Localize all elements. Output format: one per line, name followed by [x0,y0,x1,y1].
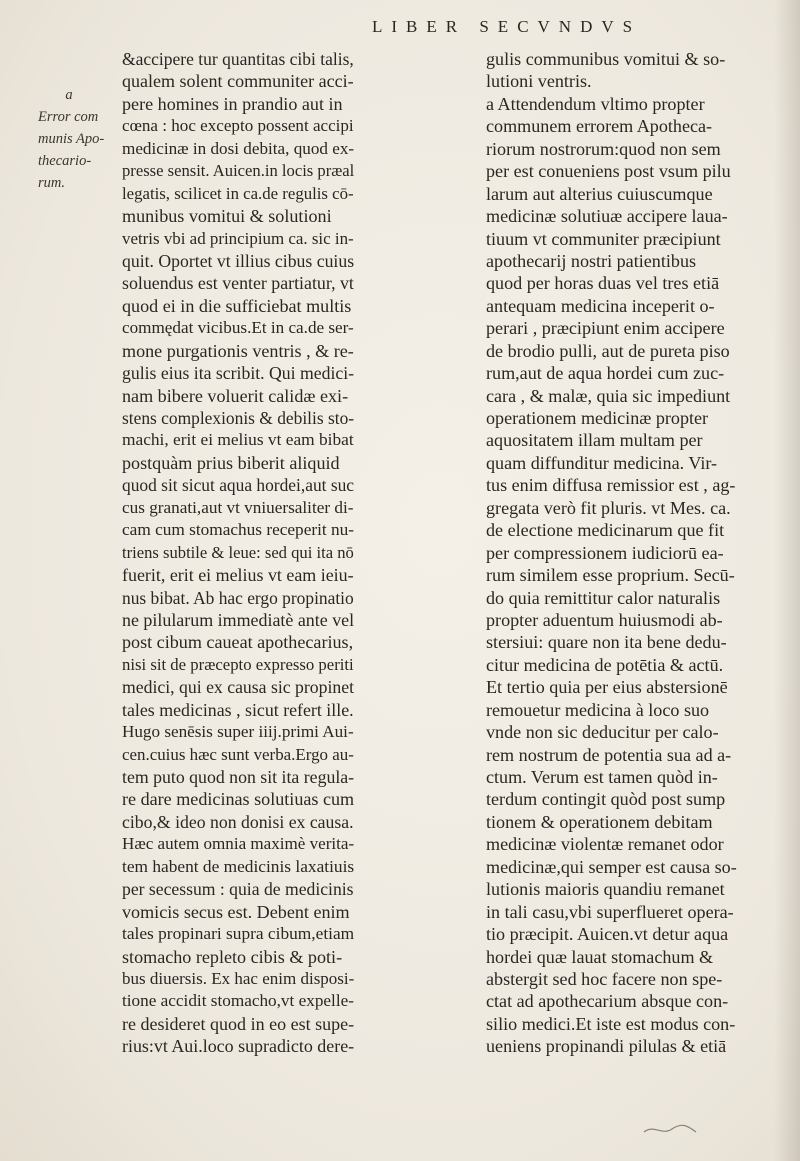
text-line: nam bibere voluerit calidæ exi- [122,385,349,406]
text-line: munibus vomitui & solutioni [122,206,332,227]
ink-flourish [640,1120,700,1140]
margin-note-line: thecario- [38,153,92,169]
text-line: &accipere tur quantitas cibi talis, [122,49,354,69]
text-line: propter aduentum huiusmodi ab- [486,609,723,630]
text-line: re desideret quod in eo est supe- [122,1013,354,1034]
margin-note-line: munis Apo- [38,131,105,147]
text-line: communem errorem Apotheca- [486,116,713,137]
left-text-column [122,48,354,1058]
text-line: vnde non sic deducitur per calo- [486,722,719,743]
text-line: nisi sit de præcepto expresso periti [122,654,354,674]
text-line: fuerit, erit ei melius vt eam ieiu- [122,565,354,586]
text-line: aquositatem illam multam per [486,430,703,451]
text-line: rem nostrum de potentia sua ad a- [486,744,732,765]
text-line: Hæc autem omnia maximè verita- [122,834,354,854]
text-line: commędat vicibus.Et in ca.de ser- [122,318,354,338]
text-line: post cibum caueat apothecarius, [122,632,354,653]
text-line: stersiui: quare non ita bene dedu- [486,632,727,653]
text-line: vetris vbi ad principium ca. sic in- [122,228,354,248]
margin-note-marker: a [65,87,73,103]
text-line: postquàm prius biberit aliquid [122,452,340,473]
text-line: lutionis maioris quandiu remanet [486,879,725,900]
text-line: legatis, scilicet in ca.de regulis cō- [122,183,354,203]
text-line: de brodio pulli, aut de pureta piso [486,340,730,361]
text-line: do quia remittitur calor naturalis [486,587,721,608]
text-line: quit. Oportet vt illius cibus cuius [122,250,354,271]
text-line: perari , præcipiunt enim accipere [486,318,725,339]
text-line: per est conueniens post vsum pilu [486,161,731,182]
text-line: quod per horas duas vel tres etiā [486,273,720,294]
text-line: gulis eius ita scribit. Qui medici- [122,363,354,384]
text-line: soluendus est venter partiatur, vt [122,273,354,294]
text-line: gregata verò fit pluris. vt Mes. ca. [486,497,731,518]
text-line: larum aut alterius cuiuscumque [486,183,713,204]
right-text-column [486,48,748,1058]
text-line: de electione medicinarum que fit [486,520,725,541]
margin-notes [38,84,124,194]
text-line: machi, erit ei melius vt eam bibat [122,430,354,450]
text-line: stomacho repleto cibis & poti- [122,946,343,967]
text-line: medicinæ violentæ remanet odor [486,834,724,855]
text-line: riorum nostrorum:quod non sem [486,138,721,159]
text-line: rum,aut de aqua hordei cum zuc- [486,363,725,384]
text-line: mone purgationis ventris , & re- [122,340,354,361]
text-line: gulis communibus vomitui & so- [486,49,726,69]
text-line: remouetur medicina à loco suo [486,699,710,720]
text-line: Hugo senēsis super iiij.primi Aui- [122,722,354,742]
text-line: tales propinari supra cibum,etiam [122,924,354,944]
gutter-shadow [774,0,800,1161]
text-line: ctum. Verum est tamen quòd in- [486,767,718,787]
text-line: quod ei in die sufficiebat multis [122,295,352,316]
text-line: qualem solent communiter acci- [122,71,354,92]
text-line: tione accidit stomacho,vt expelle- [122,991,354,1011]
text-line: cam cum stomachus receperit nu- [122,520,354,540]
text-line: rum similem esse proprium. Secū- [486,565,735,586]
text-line: per secessum : quia de medicinis [122,879,354,900]
text-line: in tali casu,vbi superflueret opera- [486,901,734,922]
text-line: apothecarij nostri patientibus [486,250,697,271]
text-line: medici, qui ex causa sic propinet [122,677,354,698]
text-line: cara , & malæ, quia sic impediunt [486,385,731,406]
text-line: abstergit sed hoc facere non spe- [486,968,723,989]
text-line: tio præcipit. Auicen.vt detur aqua [486,924,729,945]
text-line: cen.cuius hæc sunt verba.Ergo au- [122,744,354,764]
text-line: re dare medicinas solutiuas cum [122,789,354,810]
text-line: medicinæ,qui semper est causa so- [486,856,737,877]
text-line: cibo,& ideo non donisi ex causa. [122,811,354,832]
text-line: medicinæ in dosi debita, quod ex- [122,138,354,158]
text-line: cus granati,aut vt vniuersaliter di- [122,497,354,517]
text-line: rius:vt Aui.loco supradicto dere- [122,1036,354,1057]
text-line: operationem medicinæ propter [486,408,709,428]
text-line: antequam medicina inceperit o- [486,295,715,316]
text-line: tionem & operationem debitam [486,811,713,832]
text-line: quam diffunditur medicina. Vir- [486,452,718,473]
text-line: ne pilularum immediatè ante vel [122,609,354,630]
margin-note-line: rum. [38,175,65,191]
text-line: presse sensit. Auicen.in locis præal [122,161,354,181]
text-line: nus bibat. Ab hac ergo propinatio [122,587,354,608]
text-line: pere homines in prandio aut in [122,93,343,114]
text-line: hordei quæ lauat stomachum & [486,946,714,967]
text-line: tem habent de medicinis laxatiuis [122,856,354,876]
text-line: vomicis secus est. Debent enim [122,901,350,922]
margin-note-line: Error com [38,109,99,125]
text-line: ueniens propinandi pilulas & etiā [486,1036,727,1057]
text-line: bus diuersis. Ex hac enim disposi- [122,968,354,988]
text-line: quod sit sicut aqua hordei,aut suc [122,475,354,496]
text-line: a Attendendum vltimo propter [486,93,705,114]
text-line: citur medicina de potētia & actū. [486,654,724,675]
text-line: cœna : hoc excepto possent accipi [122,116,354,136]
text-line: tem puto quod non sit ita regula- [122,767,354,787]
text-line: lutioni ventris. [486,71,592,92]
text-line: terdum contingit quòd post sump [486,789,726,810]
text-line: triens subtile & leue: sed qui ita nō [122,542,354,562]
text-line: per compressionem iudiciorū ea- [486,542,724,563]
text-line: silio medici.Et iste est modus con- [486,1013,736,1034]
text-line: medicinæ solutiuæ accipere laua- [486,206,728,227]
text-line: stens complexionis & debilis sto- [122,408,354,428]
text-line: ctat ad apothecarium absque con- [486,991,729,1012]
running-head: LIBER SECVNDVS [372,17,642,36]
text-line: tales medicinas , sicut refert ille. [122,699,354,720]
text-line: tus enim diffusa remissior est , ag- [486,475,736,496]
text-line: Et tertio quia per eius abstersionē [486,677,728,698]
text-line: tiuum vt communiter præcipiunt [486,228,721,249]
